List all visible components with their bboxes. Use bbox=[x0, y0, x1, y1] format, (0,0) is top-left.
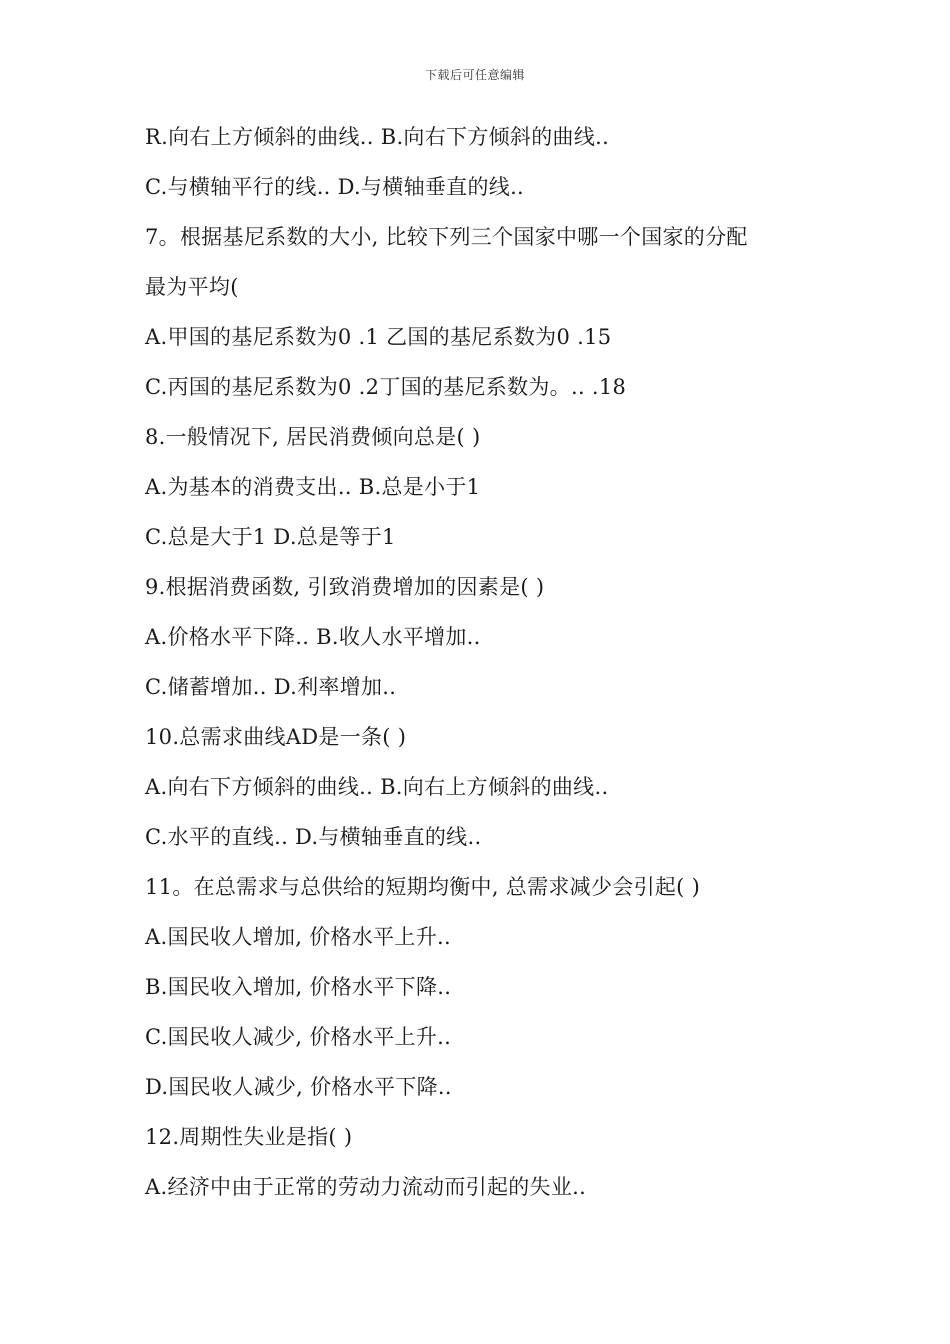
text-line: A.为基本的消费支出.. B.总是小于1 bbox=[145, 475, 481, 499]
text-line: A.经济中由于正常的劳动力流动而引起的失业.. bbox=[145, 1175, 587, 1199]
question-line: 11。在总需求与总供给的短期均衡中, 总需求减少会引起( ) bbox=[145, 875, 701, 899]
question-line: 12.周期性失业是指( ) bbox=[145, 1125, 353, 1149]
text-line: A.国民收人增加, 价格水平上升.. bbox=[145, 925, 451, 949]
page-header: 下载后可任意编辑 bbox=[424, 68, 525, 82]
text-line: C.丙国的基尼系数为0 .2丁国的基尼系数为。.. .18 bbox=[145, 375, 627, 399]
question-line: 9.根据消费函数, 引致消费增加的因素是( ) bbox=[145, 575, 545, 599]
text-line: A.价格水平下降.. B.收人水平增加.. bbox=[145, 625, 481, 649]
text-line: C.水平的直线.. D.与横轴垂直的线.. bbox=[145, 825, 482, 849]
text-line: C.总是大于1 D.总是等于1 bbox=[145, 525, 396, 549]
text-line: C.国民收人减少, 价格水平上升.. bbox=[145, 1025, 452, 1049]
question-line: 10.总需求曲线AD是一条( ) bbox=[145, 725, 407, 749]
text-line: B.国民收入增加, 价格水平下降.. bbox=[145, 975, 452, 999]
text-line: A.向右下方倾斜的曲线.. B.向右上方倾斜的曲线.. bbox=[145, 775, 609, 799]
question-line: 7。根据基尼系数的大小, 比较下列三个国家中哪一个国家的分配 bbox=[145, 225, 748, 249]
question-line: 8.一般情况下, 居民消费倾向总是( ) bbox=[145, 425, 481, 449]
text-line: D.国民收人减少, 价格水平下降.. bbox=[145, 1075, 452, 1099]
text-line: C.储蓄增加.. D.利率增加.. bbox=[145, 675, 397, 699]
document-body bbox=[145, 112, 845, 1212]
question-line: 最为平均( bbox=[145, 275, 239, 299]
text-line: A.甲国的基尼系数为0 .1 乙国的基尼系数为0 .15 bbox=[145, 325, 612, 349]
text-line: C.与横轴平行的线.. D.与横轴垂直的线.. bbox=[145, 175, 525, 199]
text-line: R.向右上方倾斜的曲线.. B.向右下方倾斜的曲线.. bbox=[145, 125, 610, 149]
